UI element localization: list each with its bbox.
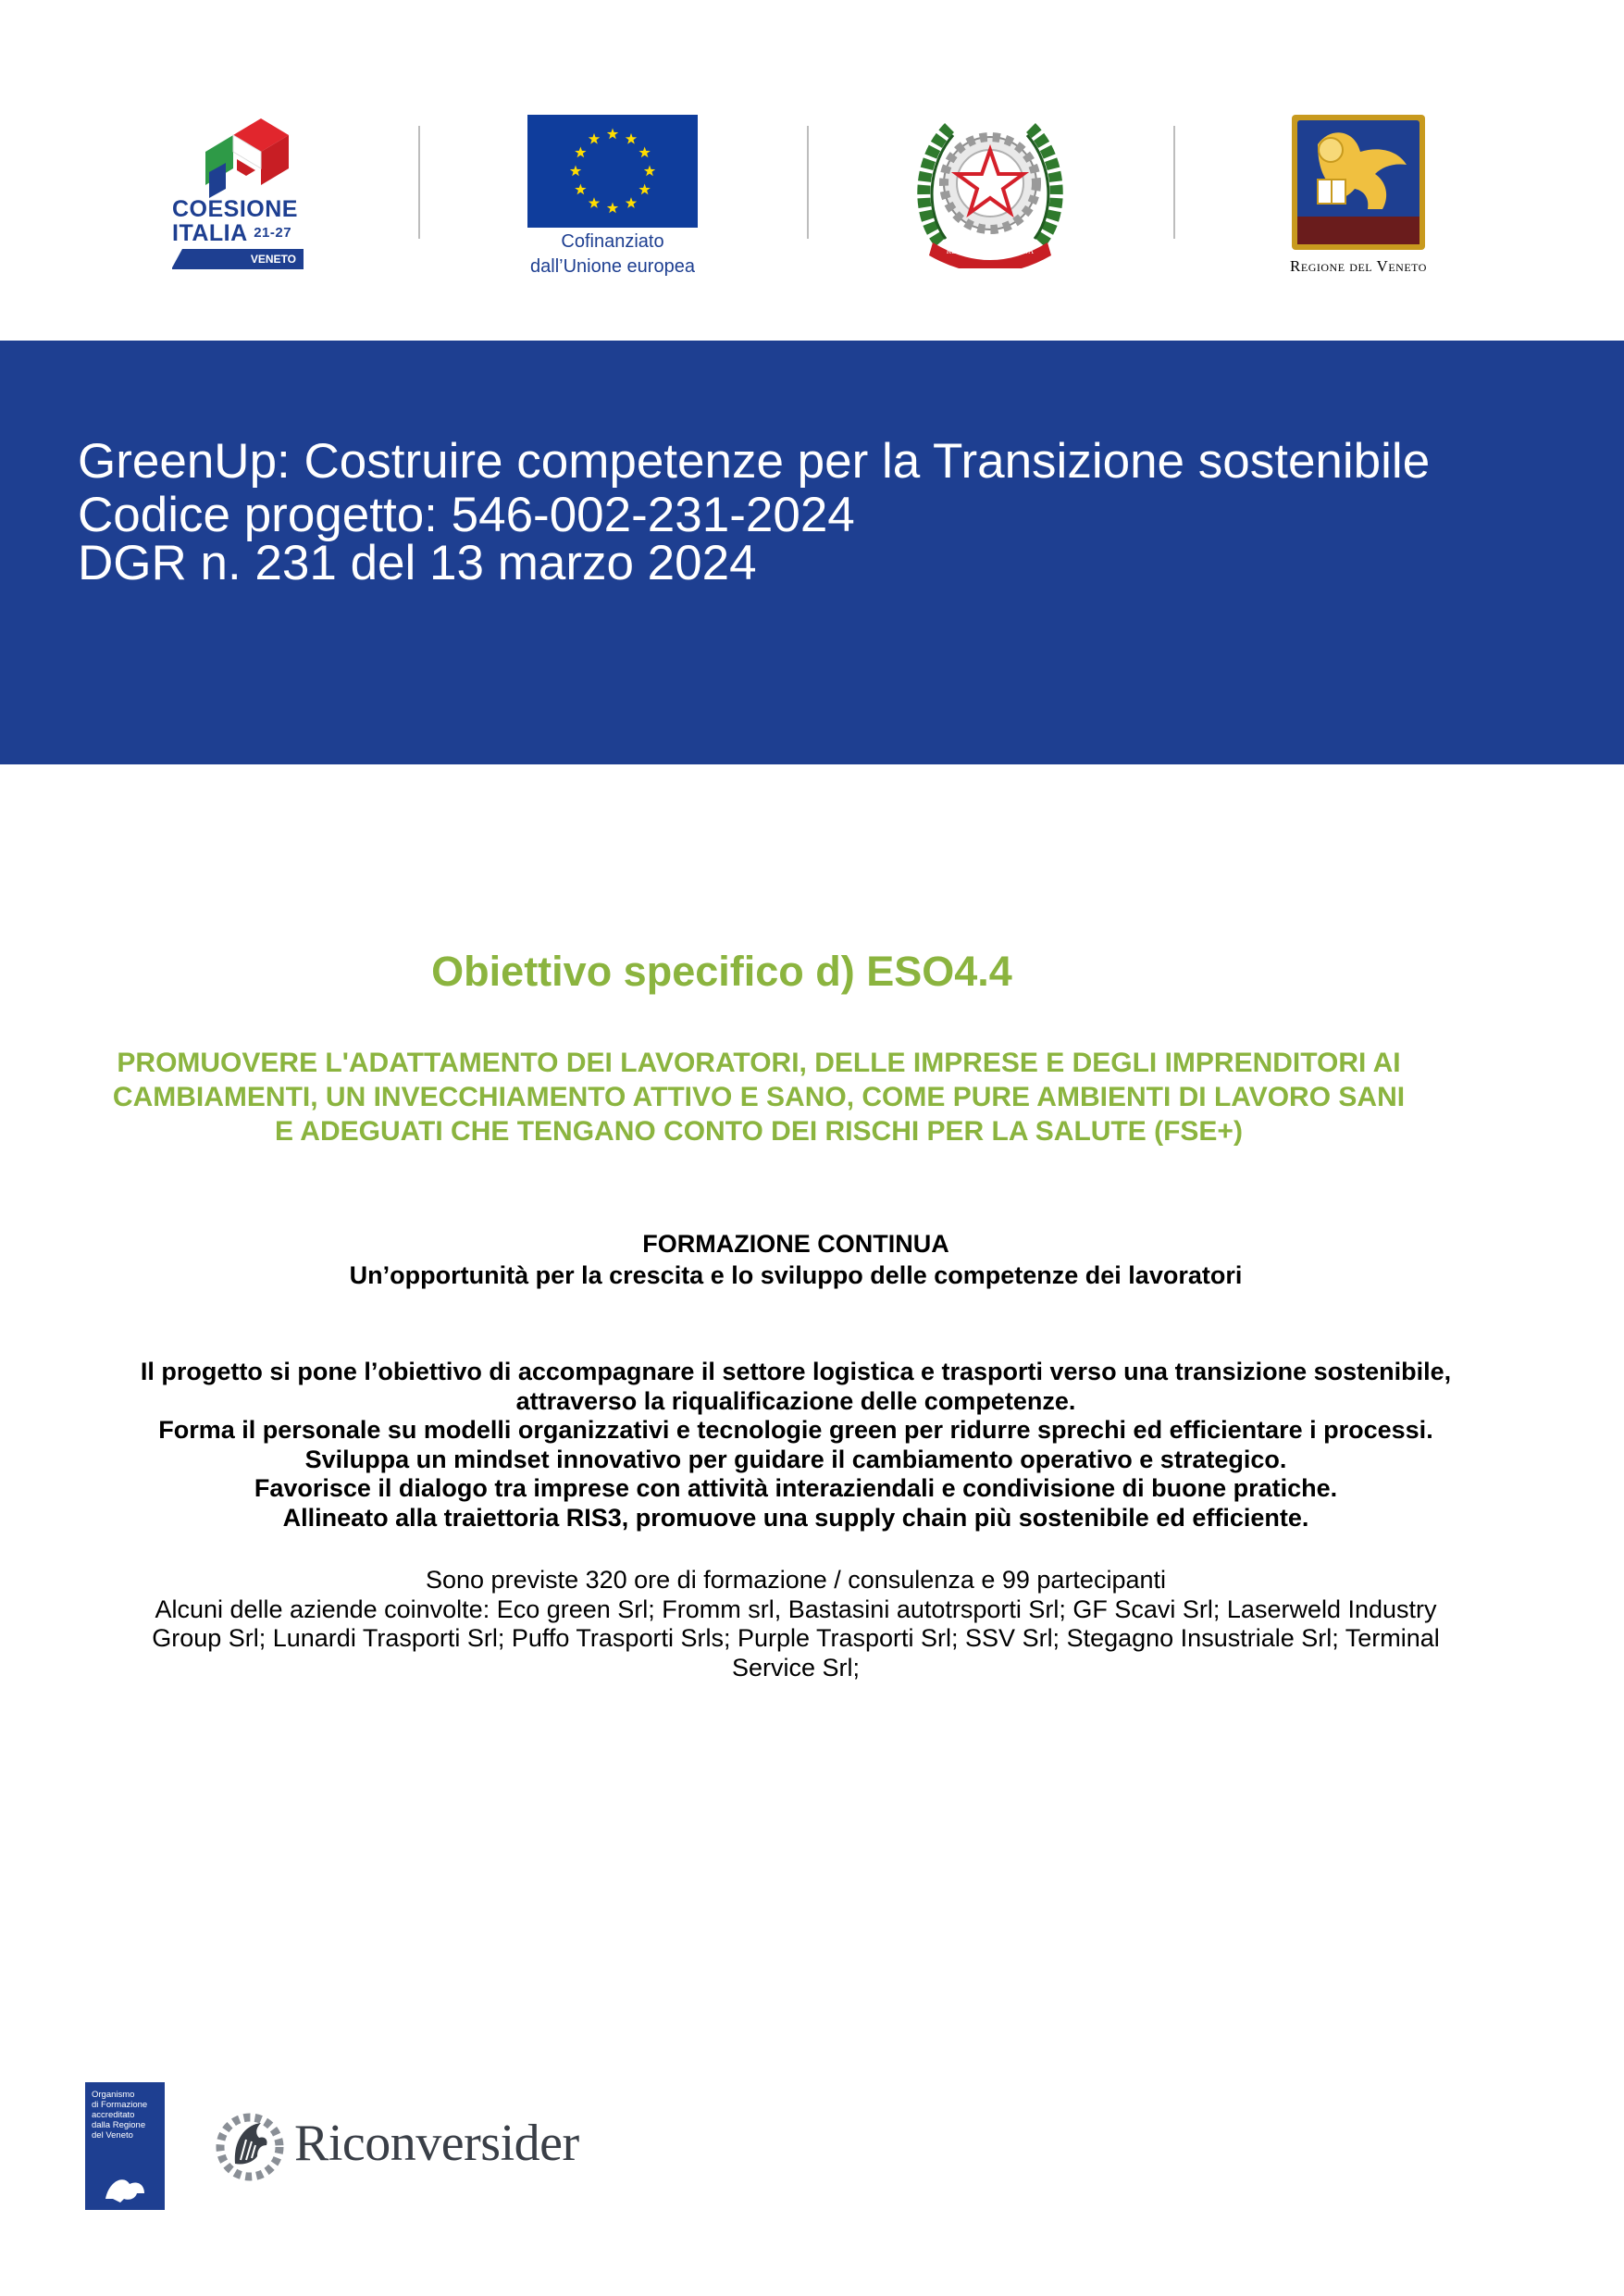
- eu-star-icon: [626, 197, 637, 208]
- emblem-ribbon-text: REPVBBLICA ITALIANA: [946, 247, 1035, 255]
- eu-stars: [527, 115, 698, 228]
- description-line: Favorisce il dialogo tra imprese con attività interaziendali e condivisione di buone pratiche.: [254, 1474, 1338, 1502]
- veneto-lion-small-icon: [102, 2171, 148, 2204]
- eu-flag-icon: [527, 115, 698, 228]
- companies-line: Group Srl; Lunardi Trasporti Srl; Puffo Trasporti Srls; Purple Trasporti Srl; SSV Srl; Stegagno Insustriale Srl; Terminal: [152, 1624, 1440, 1652]
- eu-caption: [524, 230, 701, 279]
- accreditation-line: dalla Regione: [92, 2120, 146, 2130]
- lion-of-st-mark-icon: [1290, 113, 1427, 252]
- riconversider-gear-eagle-icon: [213, 2108, 287, 2182]
- description-line: Il progetto si pone l’obiettivo di accompagnare il settore logistica e trasporti verso una transizione sostenibile,: [140, 1358, 1452, 1385]
- logo-divider: [807, 126, 809, 239]
- coesione-line1: COESIONE: [172, 196, 298, 222]
- coesione-line2: [172, 221, 311, 245]
- eu-star-icon: [607, 203, 618, 214]
- eu-star-icon: [644, 166, 655, 177]
- coesione-years: 21-27: [254, 225, 292, 241]
- accreditation-line: accreditato: [92, 2110, 135, 2120]
- regione-veneto-caption: Regione del Veneto: [1290, 257, 1427, 275]
- eu-star-icon: [638, 184, 650, 195]
- objective-line: PROMUOVERE L'ADATTAMENTO DEI LAVORATORI, DELLE IMPRESE E DEGLI IMPRENDITORI AI: [117, 1048, 1401, 1078]
- project-title: GreenUp: Costruire competenze per la Transizione sostenibile: [78, 434, 1431, 489]
- companies-line: Alcuni delle aziende coinvolte: Eco green Srl; Fromm srl, Bastasini autotrsporti Srl; GF Scavi Srl; Laserweld Industry: [155, 1595, 1437, 1623]
- eu-star-icon: [570, 166, 581, 177]
- riconversider-logo: [213, 2108, 583, 2186]
- description-line: Sviluppa un mindset innovativo per guidare il cambiamento operativo e strategico.: [304, 1445, 1287, 1473]
- accreditation-badge: [85, 2082, 165, 2210]
- eu-cofinanced-logo: [524, 115, 701, 281]
- formazione-subtitle: Un’opportunità per la crescita e lo sviluppo delle competenze dei lavoratori: [349, 1261, 1243, 1289]
- eu-star-icon: [638, 147, 650, 158]
- objective-title: Obiettivo specifico d) ESO4.4: [431, 948, 1012, 995]
- project-header-band: [0, 341, 1624, 764]
- coesione-italia-logo: [172, 115, 311, 278]
- logo-divider: [1173, 126, 1175, 239]
- description-line: Forma il personale su modelli organizzativi e tecnologie green per ridurre sprechi ed efficientare i processi.: [158, 1416, 1433, 1444]
- formazione-title: FORMAZIONE CONTINUA: [642, 1230, 949, 1258]
- coesione-cube-icon: [172, 115, 311, 198]
- eu-caption-line1: Cofinanziato: [561, 231, 664, 252]
- hours-participants: Sono previste 320 ore di formazione / consulenza e 99 partecipanti: [426, 1566, 1166, 1594]
- description-line: attraverso la riqualificazione delle competenze.: [515, 1386, 1076, 1415]
- eu-star-icon: [589, 197, 600, 208]
- eu-caption-line2: dall’Unione europea: [530, 256, 695, 277]
- accreditation-line: del Veneto: [92, 2130, 133, 2141]
- eu-star-icon: [626, 133, 637, 144]
- coesione-veneto-band: VENETO: [172, 249, 304, 269]
- eu-star-icon: [575, 184, 586, 195]
- companies-line: Service Srl;: [731, 1653, 861, 1682]
- description-line: Allineato alla traiettoria RIS3, promuove una supply chain più sostenibile ed efficiente.: [282, 1503, 1309, 1532]
- coesione-wordmark: [172, 198, 311, 245]
- eu-star-icon: [589, 133, 600, 144]
- objective-description: [56, 1046, 1462, 1148]
- objective-line: CAMBIAMENTI, UN INVECCHIAMENTO ATTIVO E SANO, COME PURE AMBIENTI DI LAVORO SANI: [112, 1082, 1406, 1112]
- accreditation-line: di Formazione: [92, 2100, 148, 2110]
- coesione-italia-text: ITALIA: [172, 220, 247, 246]
- eu-star-icon: [607, 129, 618, 140]
- accreditation-line: Organismo: [92, 2090, 135, 2100]
- project-description: [37, 1358, 1555, 1533]
- accreditation-text: [92, 2090, 147, 2141]
- objective-line: E ADEGUATI CHE TENGANO CONTO DEI RISCHI PER LA SALUTE (FSE+): [275, 1116, 1243, 1147]
- project-info: [37, 1566, 1555, 1682]
- repubblica-italiana-emblem: [912, 104, 1068, 268]
- project-code: Codice progetto: 546-002-231-2024: [78, 488, 855, 542]
- logo-divider: [418, 126, 420, 239]
- regione-veneto-logo: [1266, 113, 1451, 279]
- riconversider-wordmark: Riconversider: [294, 2115, 579, 2172]
- project-dgr: DGR n. 231 del 13 marzo 2024: [78, 536, 757, 590]
- eu-star-icon: [575, 147, 586, 158]
- italian-emblem-icon: [912, 104, 1068, 268]
